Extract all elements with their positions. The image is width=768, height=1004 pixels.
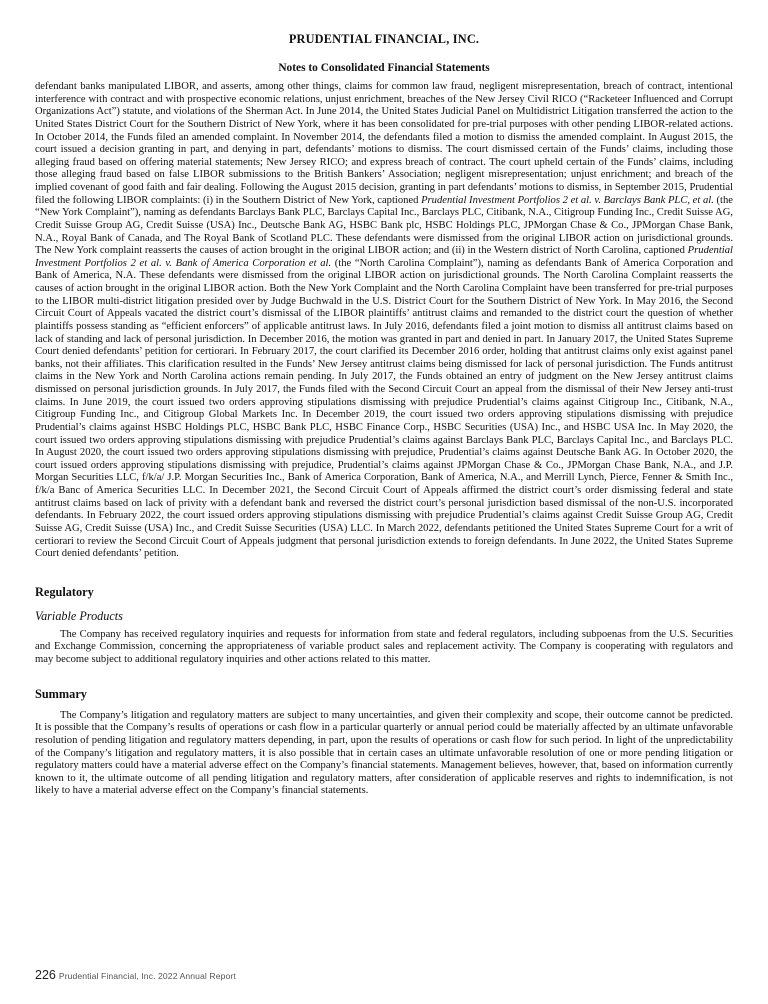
case-caption-new-york: Prudential Investment Portfolios 2 et al. v. Barclays Bank PLC, et al.	[421, 194, 714, 206]
paragraph-text-2: (the “New York Complaint”), naming as defendants Barclays Bank PLC, Barclays Capital Inc., Barclays PLC, Citibank, N.A., Citigroup Funding Inc., Credit Suisse AG, Credit Suisse Group AG, Credit Suisse (USA) Inc., Deutsche Bank AG, HSBC Bank plc, HSBC Holdings PLC, JPMorgan Chase & Co., JPMorgan Chase Bank, N.A., Royal Bank of Canada, and The Royal Bank of Scotland PLC. These defendants were dismissed from the original LIBOR action on jurisdictional grounds. The New York complaint reasserts the causes of action brought in the original LIBOR action; and (ii) in the Western district of North Carolina, captioned	[35, 194, 733, 257]
regulatory-heading: Regulatory	[35, 584, 94, 599]
variable-products-subheading: Variable Products	[35, 608, 123, 623]
libor-litigation-paragraph	[35, 81, 733, 561]
document-page	[35, 28, 733, 1000]
paragraph-text-3: (the “North Carolina Complaint”), naming as defendants Bank of America Corporation and Bank of America, N.A. These defendants were dismissed from the original LIBOR action on jurisdictional grounds. The North Carolina Complaint reasserts the causes of action brought in the original LIBOR action. Both the New York Complaint and the North Carolina Complaint have been transferred for pre-trial purposes to the LIBOR multi-district litigation presided over by Judge Buchwald in the U.S. District Court for the Southern District of New York. In May 2016, the Second Circuit Court of Appeals vacated the district court’s dismissal of the LIBOR plaintiffs’ antitrust claims and remanded to the district court the question of whether plaintiffs possess standing as “efficient enforcers” of applicable antitrust laws. In July 2016, defendants filed a joint motion to dismiss all antitrust claims based on lack of standing and lack of personal jurisdiction. In December 2016, the motion was granted in part and denied in part. In January 2017, the United States Supreme Court denied defendants’ petition for certiorari. In February 2017, the court clarified its December 2016 order, holding that antitrust claims only exist against panel banks, not their affiliates. This clarification resulted in the Funds’ New Jersey antitrust claims being dismissed for lack of personal jurisdiction. The Funds antitrust claims in the New York and North Carolina actions remain pending. In July 2017, the Funds obtained an entry of judgment on the New Jersey antitrust claims dismissed on personal jurisdiction grounds. In July 2017, the Funds filed with the Second Circuit Court an appeal from the dismissal of their New Jersey anti-trust claims. In June 2019, the court issued two orders approving stipulations dismissing with prejudice Prudential’s claims against Citigroup Inc., Citibank, N.A., Citigroup Funding Inc., and Citigroup Global Markets Inc. In December 2019, the court issued two orders approving stipulations dismissing with prejudice Prudential’s claims against HSBC Holdings PLC, HSBC Bank PLC, HSBC Finance Corp., HSBC Securities (USA) Inc., and HSBC USA Inc. In May 2020, the court issued two orders approving stipulations dismissing with prejudice Prudential’s claims against Barclays Bank PLC, Barclays Capital Inc., and Barclays PLC. In August 2020, the court issued two orders approving stipulations dismissing with prejudice, Prudential’s claims against Deutsche Bank AG. In October 2020, the court issued orders approving stipulations dismissing with prejudice, Prudential’s claims against JPMorgan Chase & Co., JPMorgan Chase Bank, N.A., and J.P. Morgan Securities LLC, f/k/a/ J.P. Morgan Securities Inc., Bank of America Corporation, Bank of America, N.A., and Merrill Lynch, Pierce, Fenner & Smith Inc., f/k/a Banc of America Securities LLC. In December 2021, the Second Circuit Court of Appeals affirmed the district court’s order dismissing federal and state antitrust claims based on lack of privity with a defendant bank and reversed the district court’s personal jurisdiction based dismissal of the non-U.S. incorporated defendants. In February 2022, the court issued orders approving stipulations dismissing with prejudice Prudential’s claims against Credit Suisse Group AG, Credit Suisse AG, Credit Suisse (USA) Inc., and Credit Suisse Securities (USA) LLC. In March 2022, defendants petitioned the United States Supreme Court for a writ of certiorari to review the Second Circuit Court of Appeals judgment that personal jurisdiction extends to foreign defendants. In June 2022, the United States Supreme Court denied defendants’ petition.	[35, 257, 733, 560]
section-title: Notes to Consolidated Financial Statements	[278, 62, 490, 74]
report-title: Prudential Financial, Inc. 2022 Annual Report	[58, 971, 236, 981]
summary-paragraph: The Company’s litigation and regulatory matters are subject to many uncertainties, and given their complexity and scope, their outcome cannot be predicted. It is possible that the Company’s results of operations or cash flow in a particular quarterly or annual period could be materially affected by an ultimate unfavorable resolution of pending litigation and regulatory matters depending, in part, upon the results of operations or cash flow for such period. In light of the unpredictability of the Company’s litigation and regulatory matters, it is also possible that in certain cases an ultimate unfavorable resolution of one or more pending litigation or regulatory matters could have a material adverse effect on the Company’s financial statements. Management believes, however, that, based on information currently known to it, the ultimate outcome of all pending litigation and regulatory matters, after consideration of applicable reserves and rights to indemnification, is not likely to have a material adverse effect on the Company’s financial statements.	[35, 709, 733, 797]
page-footer	[35, 966, 236, 984]
regulatory-paragraph: The Company has received regulatory inquiries and requests for information from state and federal regulators, including subpoenas from the U.S. Securities and Exchange Commission, concerning the appropriateness of variable product sales and replacement activity. The Company is cooperating with regulators and may become subject to additional regulatory inquiries and other actions related to this matter.	[35, 628, 733, 665]
page-number: 226	[35, 968, 56, 982]
company-name: PRUDENTIAL FINANCIAL, INC.	[288, 32, 480, 46]
case-caption-north-carolina: Prudential Investment Portfolios 2 et al. v. Bank of America Corporation et al.	[35, 245, 733, 269]
paragraph-text-1: defendant banks manipulated LIBOR, and asserts, among other things, claims for common law fraud, negligent misrepresentation, breach of contract, intentional interference with contract and with prospective economic relations, unjust enrichment, breaches of the New Jersey Civil RICO (“Racketeer Influenced and Corrupt Organizations Act”) statute, and violations of the Sherman Act. In June 2014, the United States Judicial Panel on Multidistrict Litigation transferred the action to the United States District Court for the Southern District of New York, where it has been consolidated for pre-trial purposes with other pending LIBOR-related actions. In October 2014, the Funds filed an amended complaint. In November 2014, the defendants filed a motion to dismiss the amended complaint. In August 2015, the court issued a decision granting in part, and denying in part, defendants’ motions to dismiss. The court dismissed certain of the Funds’ claims, including those alleging fraud based on offering material statements; New Jersey RICO; and express breach of contract. The court upheld certain of the Funds’ claims, including those alleging fraud based on false LIBOR submissions to the British Bankers’ Association; negligent misrepresentation; unjust enrichment; and breach of the implied covenant of good faith and fair dealing. Following the August 2015 decision, granting in part defendants’ motions to dismiss, in September 2015, Prudential filed the following LIBOR complaints: (i) in the Southern District of New York, captioned	[35, 81, 733, 206]
summary-heading: Summary	[35, 686, 87, 701]
